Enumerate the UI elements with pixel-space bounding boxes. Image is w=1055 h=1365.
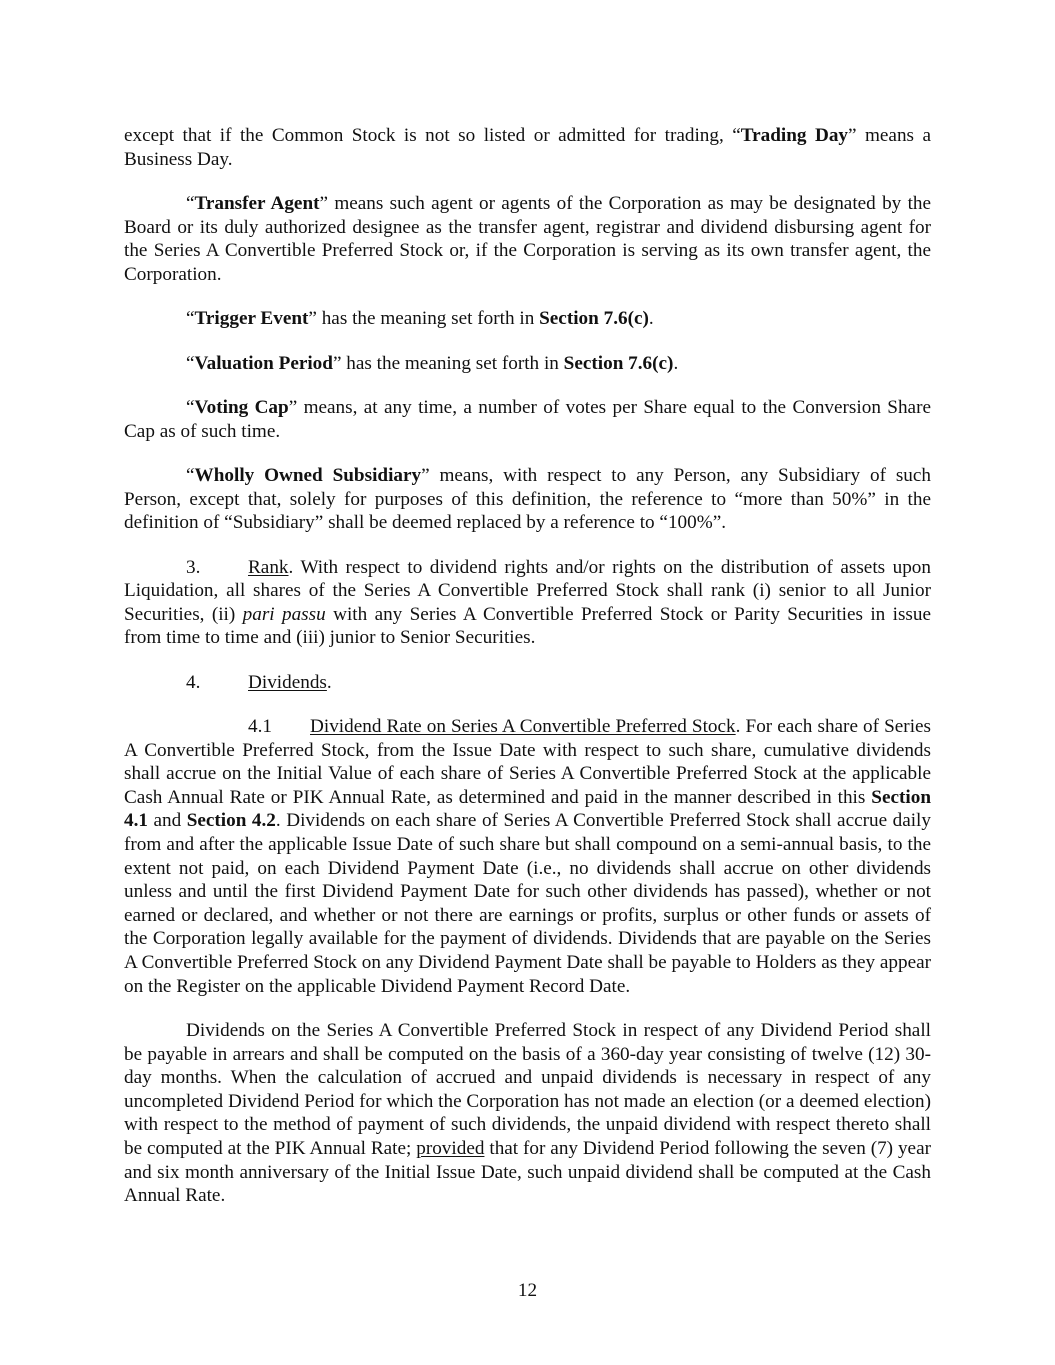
definition-voting-cap — [124, 396, 931, 443]
document-page — [124, 124, 931, 1229]
underlined-term: provided — [416, 1137, 485, 1159]
text: except that if the Common Stock is not so listed or admitted for trading, “ — [124, 125, 741, 146]
section-3-rank — [124, 556, 931, 650]
text: “ — [186, 192, 195, 214]
section-reference: Section 7.6(c) — [539, 308, 649, 330]
text: “ — [186, 352, 195, 374]
text: “ — [186, 396, 195, 418]
text: . — [326, 671, 332, 693]
definition-valuation-period — [124, 352, 931, 376]
section-number: 4.1 — [248, 716, 272, 738]
text: . — [673, 352, 679, 374]
section-heading: Dividends — [248, 671, 327, 693]
section-4-1-dividend-rate — [124, 715, 931, 998]
text: ” means, at any time, a number of votes per Share equal to the Conversion Share Cap as of such time. — [124, 396, 931, 442]
section-number: 3. — [186, 556, 201, 578]
defined-term: Valuation Period — [194, 352, 333, 374]
text: . — [648, 308, 654, 330]
text: ” has the meaning set forth in — [332, 352, 564, 374]
text: “ — [186, 308, 195, 330]
defined-term: Voting Cap — [194, 396, 289, 418]
paragraph-trading-day — [124, 124, 931, 171]
text: ” means such agent or agents of the Corporation as may be designated by the Board or its duly authorized designee as the transfer agent, registrar and dividend disbursing agent for the Series A Convertible Preferred Stock or, if the Corporation is serving as its own transfer agent, the Corporation. — [124, 192, 932, 285]
section-heading: Rank — [248, 556, 289, 578]
section-4-dividends — [124, 671, 931, 695]
text: ” means, with respect to any Person, any Subsidiary of such Person, except that, solely for purposes of this definition, the reference to “more than 50%” in the definition of “Subsidiary” shall be deemed replaced by a reference to “100%”. — [124, 464, 931, 534]
text: that for any Dividend Period following the seven (7) year and six month anniversary of the Initial Issue Date, such unpaid dividend shall be computed at the Cash Annual Rate. — [124, 1137, 931, 1207]
definition-transfer-agent — [124, 192, 931, 286]
text: “ — [186, 464, 195, 486]
text: . With respect to dividend rights and/or rights on the distribution of assets upon Liquidation, all shares of the Series A Convertible Preferred Stock shall rank (i) senior to all Junior Securities, (ii) — [124, 556, 931, 625]
defined-term: Transfer Agent — [194, 192, 320, 214]
defined-term: Wholly Owned Subsidiary — [194, 464, 422, 486]
text: . For each share of Series A Convertible Preferred Stock, from the Issue Date with respect to such share, cumulative dividends shall accrue on the Initial Value of each share of Series A Convertible Preferred Stock at the applicable Cash Annual Rate or PIK Annual Rate, as determined and paid in the manner described in this — [124, 716, 932, 808]
section-reference: Section 4.1 — [124, 786, 931, 832]
defined-term: Trading Day — [740, 125, 849, 146]
text: and — [147, 810, 187, 832]
text: ” has the meaning set forth in — [308, 308, 540, 330]
definition-trigger-event — [124, 307, 931, 331]
section-reference: Section 7.6(c) — [563, 352, 674, 374]
page-number: 12 — [517, 1280, 538, 1301]
paragraph-dividend-computation — [124, 1019, 931, 1208]
section-heading: Dividend Rate on Series A Convertible Preferred Stock — [310, 716, 736, 738]
section-number: 4. — [186, 671, 201, 693]
text: ” means a Business Day. — [124, 125, 931, 170]
text: with any Series A Convertible Preferred Stock or Parity Securities in issue from time to time and (iii) junior to Senior Securities. — [124, 603, 932, 649]
text: Dividends on the Series A Convertible Preferred Stock in respect of any Dividend Period shall be payable in arrears and shall be computed on the basis of a 360-day year consisting of twelve (12) 30-day months. When the calculation of accrued and unpaid dividends is necessary in respect of any uncompleted Dividend Period for which the Corporation has not made an election (or a deemed election) with respect to the method of payment of such dividends, the unpaid dividend with respect thereto shall be computed at the PIK Annual Rate; — [124, 1019, 931, 1159]
definition-wholly-owned-subsidiary — [124, 464, 931, 535]
defined-term: Trigger Event — [194, 308, 309, 330]
italic-term: pari passu — [242, 603, 326, 625]
section-reference: Section 4.2 — [186, 810, 276, 832]
text: . Dividends on each share of Series A Convertible Preferred Stock shall accrue daily from and after the applicable Issue Date of such share but shall compound on a semi-annual basis, to the extent not paid, on each Dividend Payment Date (i.e., no dividends shall accrue on other dividends unless and until the first Dividend Payment Date for such other dividends has passed), whether or not earned or declared, and whether or not there are earnings or profits, surplus or other funds or assets of the Corporation legally available for the payment of dividends. Dividends that are payable on the Series A Convertible Preferred Stock on any Dividend Payment Date shall be payable to Holders as they appear on the Register on the applicable Dividend Payment Record Date. — [124, 810, 931, 997]
